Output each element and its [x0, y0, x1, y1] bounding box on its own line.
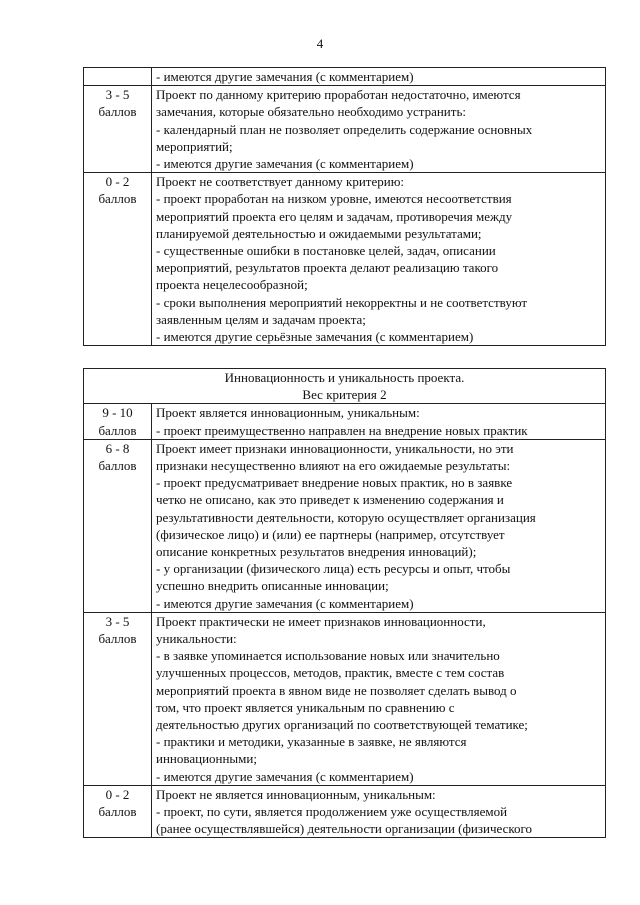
description-cell — [152, 68, 606, 86]
score-range: 6 - 8 — [105, 440, 130, 456]
score-unit: баллов — [98, 422, 137, 438]
description-line: - проект, по сути, является продолжением уже осуществляемой — [156, 804, 508, 820]
description-line: деятельностью других организаций по соответствующей тематике; — [156, 717, 528, 733]
score-row — [84, 439, 606, 612]
description-line: Проект не является инновационным, уникальным: — [156, 786, 436, 802]
score-cell — [84, 68, 152, 86]
description-line: - имеются другие серьёзные замечания (с комментарием) — [156, 329, 474, 345]
description-line: уникальности: — [156, 631, 237, 647]
description-line: - в заявке упоминается использование новых или значительно — [156, 648, 500, 664]
criterion-title: Инновационность и уникальность проекта. — [224, 370, 465, 385]
score-row — [84, 404, 606, 439]
description-line: - существенные ошибки в постановке целей, задач, описании — [156, 243, 496, 259]
description-cell — [152, 612, 606, 785]
description-line: успешно внедрить описанные инновации; — [156, 578, 389, 594]
description-line: - проект проработан на низком уровне, имеются несоответствия — [156, 191, 512, 207]
score-cell — [84, 612, 152, 785]
description-cell — [152, 404, 606, 439]
description-line: Проект не соответствует данному критерию: — [156, 174, 405, 190]
score-range: 3 - 5 — [105, 87, 130, 103]
description-line: улучшенных процессов, методов, практик, вместе с тем состав — [156, 665, 505, 681]
score-range: 0 - 2 — [105, 174, 130, 190]
description-line: (физическое лицо) и (или) ее партнеры (например, отсутствует — [156, 526, 505, 542]
description-cell — [152, 439, 606, 612]
page-number: 4 — [316, 36, 324, 51]
score-range: 3 - 5 — [105, 613, 130, 629]
description-line: - имеются другие замечания (с комментарием) — [156, 768, 414, 784]
score-unit: баллов — [98, 458, 137, 474]
description-line: - имеются другие замечания (с комментарием) — [156, 69, 414, 84]
criterion-weight: Вес критерия 2 — [302, 387, 387, 403]
description-line: описание конкретных результатов внедрения инноваций); — [156, 544, 477, 560]
score-range: 9 - 10 — [102, 405, 133, 421]
description-line: - у организации (физического лица) есть ресурсы и опыт, чтобы — [156, 561, 511, 577]
description-line: - практики и методики, указанные в заявке, не являются — [156, 734, 467, 750]
description-line: Проект практически не имеет признаков инновационности, — [156, 613, 486, 629]
description-line: - имеются другие замечания (с комментарием) — [156, 595, 414, 611]
description-cell — [152, 785, 606, 838]
description-cell — [152, 86, 606, 173]
description-line: мероприятий проекта его целям и задачам, противоречия между — [156, 208, 513, 224]
score-row — [84, 86, 606, 173]
description-line: - имеются другие замечания (с комментарием) — [156, 156, 414, 172]
score-row — [84, 612, 606, 785]
description-line: заявленным целям и задачам проекта; — [156, 311, 366, 327]
description-line: (ранее осуществлявшейся) деятельности организации (физического — [156, 821, 533, 837]
score-cell — [84, 173, 152, 346]
criteria-table-continued — [83, 67, 606, 346]
score-cell — [84, 785, 152, 838]
description-line: замечания, которые обязательно необходимо устранить: — [156, 104, 466, 120]
score-row — [84, 68, 606, 86]
score-unit: баллов — [98, 804, 137, 820]
criterion-header-row — [84, 369, 606, 404]
description-line: мероприятий; — [156, 138, 233, 154]
description-line: результативности деятельности, которую осуществляет организация — [156, 509, 536, 525]
description-line: том, что проект является уникальным по сравнению с — [156, 699, 455, 715]
score-row — [84, 173, 606, 346]
criteria-table-innovation — [83, 368, 606, 838]
score-unit: баллов — [98, 104, 137, 120]
description-line: планируемой деятельностью и ожидаемыми результатами; — [156, 225, 482, 241]
description-line: инновационными; — [156, 751, 257, 767]
score-cell — [84, 439, 152, 612]
description-line: - проект преимущественно направлен на внедрение новых практик — [156, 422, 528, 438]
description-line: мероприятий проекта в явном виде не позволяет сделать вывод о — [156, 682, 517, 698]
description-cell — [152, 173, 606, 346]
score-unit: баллов — [98, 631, 137, 647]
description-line: проекта нецелесообразной; — [156, 277, 308, 293]
description-line: - сроки выполнения мероприятий некорректны и не соответствуют — [156, 294, 528, 310]
description-line: - проект предусматривает внедрение новых практик, но в заявке — [156, 475, 513, 491]
description-line: Проект по данному критерию проработан недостаточно, имеются — [156, 87, 521, 103]
description-line: четко не описано, как это приведет к изменению содержания и — [156, 492, 504, 508]
score-range: 0 - 2 — [105, 786, 130, 802]
score-unit: баллов — [98, 191, 137, 207]
criterion-header-cell — [84, 369, 606, 404]
score-cell — [84, 404, 152, 439]
score-cell — [84, 86, 152, 173]
description-line: Проект имеет признаки инновационности, уникальности, но эти — [156, 440, 514, 456]
description-line: мероприятий, результатов проекта делают реализацию такого — [156, 260, 499, 276]
description-line: признаки несущественно влияют на его ожидаемые результаты: — [156, 458, 511, 474]
description-line: - календарный план не позволяет определить содержание основных — [156, 121, 533, 137]
description-line: Проект является инновационным, уникальным: — [156, 405, 420, 421]
score-row — [84, 785, 606, 838]
